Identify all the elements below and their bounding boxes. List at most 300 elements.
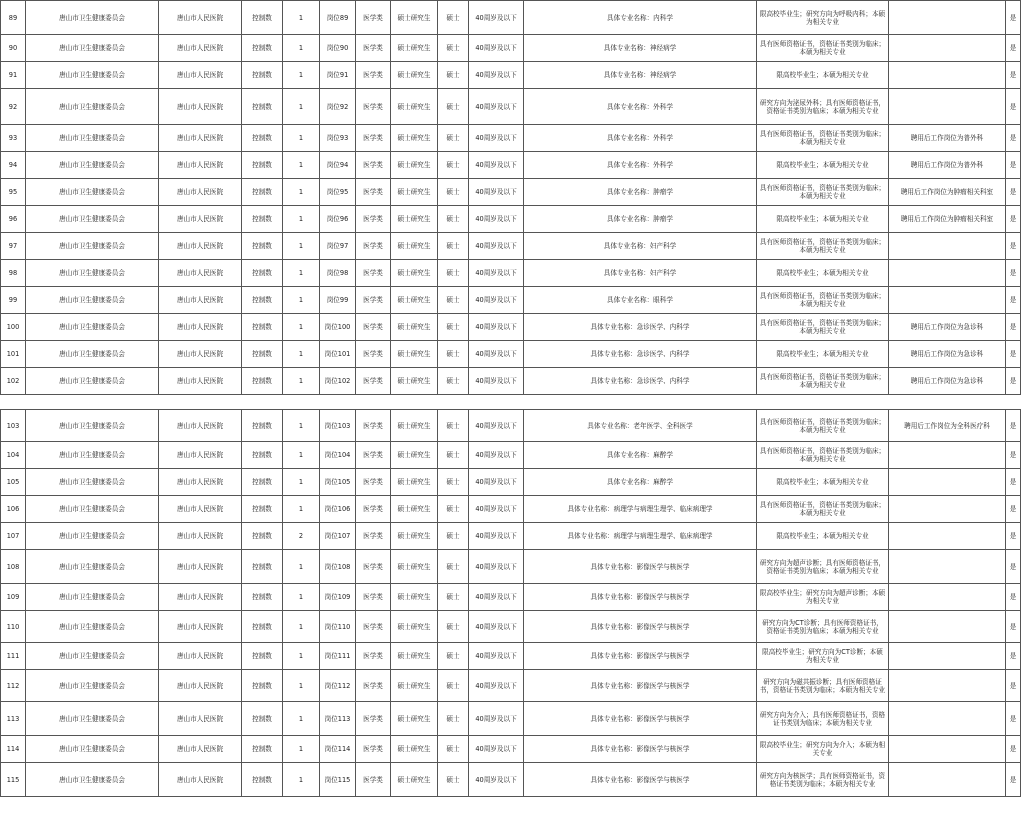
age-limit-cell: 40周岁及以下	[469, 260, 524, 287]
quota-type-cell: 控制数	[242, 442, 283, 469]
public-flag-cell: 是	[1006, 469, 1021, 496]
requirements-cell: 具有医师资格证书，资格证书类别为临床；本硕为相关专业	[757, 368, 889, 395]
age-limit-cell: 40周岁及以下	[469, 670, 524, 702]
remarks-cell	[889, 62, 1006, 89]
age-limit-cell: 40周岁及以下	[469, 584, 524, 611]
department-cell: 唐山市卫生健康委员会	[26, 233, 159, 260]
category-cell: 医学类	[356, 125, 391, 152]
requirements-cell: 限高校毕业生；本硕为相关专业	[757, 62, 889, 89]
public-flag-cell: 是	[1006, 125, 1021, 152]
age-limit-cell: 40周岁及以下	[469, 611, 524, 643]
employer-cell: 唐山市人民医院	[159, 442, 242, 469]
position-code-cell: 岗位99	[320, 287, 356, 314]
headcount-cell: 1	[283, 442, 320, 469]
page-gap	[0, 398, 1021, 409]
remarks-cell	[889, 702, 1006, 736]
position-code-cell: 岗位101	[320, 341, 356, 368]
quota-type-cell: 控制数	[242, 206, 283, 233]
degree-cell: 硕士	[438, 550, 469, 584]
major-cell: 具体专业名称：影像医学与核医学	[524, 736, 757, 763]
position-code-cell: 岗位91	[320, 62, 356, 89]
headcount-cell: 1	[283, 469, 320, 496]
quota-type-cell: 控制数	[242, 1, 283, 35]
headcount-cell: 1	[283, 233, 320, 260]
degree-cell: 硕士	[438, 35, 469, 62]
major-cell: 具体专业名称：急诊医学、内科学	[524, 368, 757, 395]
degree-cell: 硕士	[438, 442, 469, 469]
requirements-cell: 限高校毕业生；本硕为相关专业	[757, 341, 889, 368]
table-row	[1, 584, 1021, 611]
position-code-cell: 岗位92	[320, 89, 356, 125]
education-cell: 硕士研究生	[391, 368, 438, 395]
position-code-cell: 岗位97	[320, 233, 356, 260]
position-code-cell: 岗位100	[320, 314, 356, 341]
quota-type-cell: 控制数	[242, 410, 283, 442]
age-limit-cell: 40周岁及以下	[469, 152, 524, 179]
table-row	[1, 496, 1021, 523]
public-flag-cell: 是	[1006, 1, 1021, 35]
major-cell: 具体专业名称：外科学	[524, 125, 757, 152]
table-row	[1, 233, 1021, 260]
education-cell: 硕士研究生	[391, 260, 438, 287]
employer-cell: 唐山市人民医院	[159, 179, 242, 206]
headcount-cell: 1	[283, 496, 320, 523]
category-cell: 医学类	[356, 643, 391, 670]
row-number: 100	[1, 314, 26, 341]
table-row	[1, 125, 1021, 152]
employer-cell: 唐山市人民医院	[159, 523, 242, 550]
department-cell: 唐山市卫生健康委员会	[26, 206, 159, 233]
major-cell: 具体专业名称：肿瘤学	[524, 206, 757, 233]
major-cell: 具体专业名称：影像医学与核医学	[524, 763, 757, 797]
employer-cell: 唐山市人民医院	[159, 736, 242, 763]
age-limit-cell: 40周岁及以下	[469, 736, 524, 763]
position-code-cell: 岗位90	[320, 35, 356, 62]
row-number: 103	[1, 410, 26, 442]
category-cell: 医学类	[356, 702, 391, 736]
remarks-cell	[889, 611, 1006, 643]
education-cell: 硕士研究生	[391, 736, 438, 763]
remarks-cell	[889, 35, 1006, 62]
major-cell: 具体专业名称：影像医学与核医学	[524, 550, 757, 584]
degree-cell: 硕士	[438, 260, 469, 287]
headcount-cell: 1	[283, 1, 320, 35]
age-limit-cell: 40周岁及以下	[469, 206, 524, 233]
position-code-cell: 岗位105	[320, 469, 356, 496]
employer-cell: 唐山市人民医院	[159, 260, 242, 287]
education-cell: 硕士研究生	[391, 523, 438, 550]
remarks-cell	[889, 442, 1006, 469]
department-cell: 唐山市卫生健康委员会	[26, 550, 159, 584]
public-flag-cell: 是	[1006, 670, 1021, 702]
employer-cell: 唐山市人民医院	[159, 152, 242, 179]
department-cell: 唐山市卫生健康委员会	[26, 260, 159, 287]
education-cell: 硕士研究生	[391, 496, 438, 523]
quota-type-cell: 控制数	[242, 643, 283, 670]
headcount-cell: 1	[283, 702, 320, 736]
requirements-cell: 研究方向为介入；具有医师资格证书，资格证书类别为临床；本硕为相关专业	[757, 702, 889, 736]
major-cell: 具体专业名称：影像医学与核医学	[524, 611, 757, 643]
employer-cell: 唐山市人民医院	[159, 643, 242, 670]
major-cell: 具体专业名称：麻醉学	[524, 469, 757, 496]
row-number: 115	[1, 763, 26, 797]
quota-type-cell: 控制数	[242, 89, 283, 125]
department-cell: 唐山市卫生健康委员会	[26, 89, 159, 125]
requirements-cell: 研究方向为泌尿外科；具有医师资格证书，资格证书类别为临床；本硕为相关专业	[757, 89, 889, 125]
headcount-cell: 1	[283, 152, 320, 179]
education-cell: 硕士研究生	[391, 125, 438, 152]
quota-type-cell: 控制数	[242, 670, 283, 702]
position-code-cell: 岗位96	[320, 206, 356, 233]
table-row	[1, 287, 1021, 314]
table-row	[1, 179, 1021, 206]
position-code-cell: 岗位98	[320, 260, 356, 287]
employer-cell: 唐山市人民医院	[159, 496, 242, 523]
department-cell: 唐山市卫生健康委员会	[26, 341, 159, 368]
remarks-cell	[889, 763, 1006, 797]
requirements-cell: 具有医师资格证书，资格证书类别为临床；本硕为相关专业	[757, 233, 889, 260]
quota-type-cell: 控制数	[242, 260, 283, 287]
public-flag-cell: 是	[1006, 233, 1021, 260]
education-cell: 硕士研究生	[391, 152, 438, 179]
category-cell: 医学类	[356, 611, 391, 643]
requirements-cell: 限高校毕业生；本硕为相关专业	[757, 260, 889, 287]
public-flag-cell: 是	[1006, 643, 1021, 670]
employer-cell: 唐山市人民医院	[159, 233, 242, 260]
requirements-cell: 具有医师资格证书，资格证书类别为临床；本硕为相关专业	[757, 125, 889, 152]
category-cell: 医学类	[356, 763, 391, 797]
headcount-cell: 1	[283, 550, 320, 584]
category-cell: 医学类	[356, 368, 391, 395]
major-cell: 具体专业名称：外科学	[524, 152, 757, 179]
category-cell: 医学类	[356, 89, 391, 125]
positions-table-1	[0, 0, 1021, 395]
quota-type-cell: 控制数	[242, 341, 283, 368]
degree-cell: 硕士	[438, 368, 469, 395]
degree-cell: 硕士	[438, 643, 469, 670]
employer-cell: 唐山市人民医院	[159, 584, 242, 611]
quota-type-cell: 控制数	[242, 287, 283, 314]
headcount-cell: 1	[283, 62, 320, 89]
quota-type-cell: 控制数	[242, 496, 283, 523]
public-flag-cell: 是	[1006, 550, 1021, 584]
requirements-cell: 限高校毕业生；研究方向为介入；本硕为相关专业	[757, 736, 889, 763]
table-row	[1, 469, 1021, 496]
education-cell: 硕士研究生	[391, 702, 438, 736]
age-limit-cell: 40周岁及以下	[469, 35, 524, 62]
table-row	[1, 89, 1021, 125]
category-cell: 医学类	[356, 206, 391, 233]
table-row	[1, 260, 1021, 287]
remarks-cell	[889, 496, 1006, 523]
major-cell: 具体专业名称：影像医学与核医学	[524, 643, 757, 670]
remarks-cell	[889, 643, 1006, 670]
major-cell: 具体专业名称：病理学与病理生理学、临床病理学	[524, 523, 757, 550]
table-row	[1, 702, 1021, 736]
category-cell: 医学类	[356, 287, 391, 314]
age-limit-cell: 40周岁及以下	[469, 523, 524, 550]
requirements-cell: 具有医师资格证书，资格证书类别为临床；本硕为相关专业	[757, 314, 889, 341]
headcount-cell: 1	[283, 89, 320, 125]
headcount-cell: 1	[283, 643, 320, 670]
requirements-cell: 限高校毕业生；研究方向为呼吸内科；本硕为相关专业	[757, 1, 889, 35]
position-code-cell: 岗位104	[320, 442, 356, 469]
department-cell: 唐山市卫生健康委员会	[26, 643, 159, 670]
degree-cell: 硕士	[438, 314, 469, 341]
age-limit-cell: 40周岁及以下	[469, 410, 524, 442]
positions-table-2	[0, 409, 1021, 797]
table-row	[1, 62, 1021, 89]
row-number: 93	[1, 125, 26, 152]
requirements-cell: 研究方向为超声诊断；具有医师资格证书，资格证书类别为临床；本硕为相关专业	[757, 550, 889, 584]
public-flag-cell: 是	[1006, 152, 1021, 179]
position-code-cell: 岗位112	[320, 670, 356, 702]
education-cell: 硕士研究生	[391, 469, 438, 496]
category-cell: 医学类	[356, 523, 391, 550]
major-cell: 具体专业名称：外科学	[524, 89, 757, 125]
major-cell: 具体专业名称：老年医学、全科医学	[524, 410, 757, 442]
table-row	[1, 368, 1021, 395]
position-code-cell: 岗位93	[320, 125, 356, 152]
quota-type-cell: 控制数	[242, 584, 283, 611]
major-cell: 具体专业名称：病理学与病理生理学、临床病理学	[524, 496, 757, 523]
remarks-cell: 聘用后工作岗位为普外科	[889, 125, 1006, 152]
age-limit-cell: 40周岁及以下	[469, 314, 524, 341]
department-cell: 唐山市卫生健康委员会	[26, 469, 159, 496]
education-cell: 硕士研究生	[391, 1, 438, 35]
remarks-cell	[889, 287, 1006, 314]
department-cell: 唐山市卫生健康委员会	[26, 496, 159, 523]
major-cell: 具体专业名称：神经病学	[524, 35, 757, 62]
employer-cell: 唐山市人民医院	[159, 89, 242, 125]
education-cell: 硕士研究生	[391, 670, 438, 702]
degree-cell: 硕士	[438, 410, 469, 442]
category-cell: 医学类	[356, 179, 391, 206]
row-number: 114	[1, 736, 26, 763]
degree-cell: 硕士	[438, 469, 469, 496]
employer-cell: 唐山市人民医院	[159, 62, 242, 89]
table-row	[1, 643, 1021, 670]
department-cell: 唐山市卫生健康委员会	[26, 35, 159, 62]
public-flag-cell: 是	[1006, 496, 1021, 523]
remarks-cell: 聘用后工作岗位为普外科	[889, 152, 1006, 179]
employer-cell: 唐山市人民医院	[159, 550, 242, 584]
age-limit-cell: 40周岁及以下	[469, 763, 524, 797]
quota-type-cell: 控制数	[242, 702, 283, 736]
major-cell: 具体专业名称：神经病学	[524, 62, 757, 89]
headcount-cell: 1	[283, 125, 320, 152]
row-number: 109	[1, 584, 26, 611]
degree-cell: 硕士	[438, 763, 469, 797]
major-cell: 具体专业名称：眼科学	[524, 287, 757, 314]
degree-cell: 硕士	[438, 206, 469, 233]
degree-cell: 硕士	[438, 233, 469, 260]
table-row	[1, 550, 1021, 584]
degree-cell: 硕士	[438, 1, 469, 35]
row-number: 111	[1, 643, 26, 670]
row-number: 104	[1, 442, 26, 469]
education-cell: 硕士研究生	[391, 763, 438, 797]
quota-type-cell: 控制数	[242, 35, 283, 62]
degree-cell: 硕士	[438, 523, 469, 550]
age-limit-cell: 40周岁及以下	[469, 496, 524, 523]
major-cell: 具体专业名称：影像医学与核医学	[524, 702, 757, 736]
requirements-cell: 限高校毕业生；本硕为相关专业	[757, 469, 889, 496]
remarks-cell: 聘用后工作岗位为肿瘤相关科室	[889, 206, 1006, 233]
headcount-cell: 1	[283, 35, 320, 62]
quota-type-cell: 控制数	[242, 152, 283, 179]
department-cell: 唐山市卫生健康委员会	[26, 442, 159, 469]
requirements-cell: 研究方向为CT诊断；具有医师资格证书，资格证书类别为临床；本硕为相关专业	[757, 611, 889, 643]
requirements-cell: 限高校毕业生；本硕为相关专业	[757, 152, 889, 179]
employer-cell: 唐山市人民医院	[159, 287, 242, 314]
public-flag-cell: 是	[1006, 523, 1021, 550]
age-limit-cell: 40周岁及以下	[469, 89, 524, 125]
requirements-cell: 限高校毕业生；本硕为相关专业	[757, 206, 889, 233]
remarks-cell	[889, 233, 1006, 260]
row-number: 107	[1, 523, 26, 550]
degree-cell: 硕士	[438, 702, 469, 736]
employer-cell: 唐山市人民医院	[159, 670, 242, 702]
headcount-cell: 1	[283, 368, 320, 395]
degree-cell: 硕士	[438, 89, 469, 125]
table-row	[1, 206, 1021, 233]
quota-type-cell: 控制数	[242, 523, 283, 550]
position-code-cell: 岗位89	[320, 1, 356, 35]
department-cell: 唐山市卫生健康委员会	[26, 125, 159, 152]
degree-cell: 硕士	[438, 736, 469, 763]
public-flag-cell: 是	[1006, 314, 1021, 341]
requirements-cell: 限高校毕业生；本硕为相关专业	[757, 523, 889, 550]
headcount-cell: 1	[283, 763, 320, 797]
headcount-cell: 1	[283, 179, 320, 206]
quota-type-cell: 控制数	[242, 233, 283, 260]
education-cell: 硕士研究生	[391, 206, 438, 233]
degree-cell: 硕士	[438, 584, 469, 611]
position-code-cell: 岗位115	[320, 763, 356, 797]
major-cell: 具体专业名称：妇产科学	[524, 260, 757, 287]
position-code-cell: 岗位106	[320, 496, 356, 523]
requirements-cell: 限高校毕业生；研究方向为超声诊断；本硕为相关专业	[757, 584, 889, 611]
table-row	[1, 152, 1021, 179]
age-limit-cell: 40周岁及以下	[469, 442, 524, 469]
requirements-cell: 具有医师资格证书，资格证书类别为临床；本硕为相关专业	[757, 496, 889, 523]
table-row	[1, 736, 1021, 763]
remarks-cell	[889, 736, 1006, 763]
row-number: 106	[1, 496, 26, 523]
headcount-cell: 1	[283, 206, 320, 233]
department-cell: 唐山市卫生健康委员会	[26, 1, 159, 35]
remarks-cell	[889, 89, 1006, 125]
requirements-cell: 具有医师资格证书，资格证书类别为临床；本硕为相关专业	[757, 442, 889, 469]
requirements-cell: 具有医师资格证书，资格证书类别为临床；本硕为相关专业	[757, 287, 889, 314]
public-flag-cell: 是	[1006, 763, 1021, 797]
public-flag-cell: 是	[1006, 206, 1021, 233]
category-cell: 医学类	[356, 670, 391, 702]
department-cell: 唐山市卫生健康委员会	[26, 611, 159, 643]
table-row	[1, 410, 1021, 442]
position-code-cell: 岗位107	[320, 523, 356, 550]
major-cell: 具体专业名称：影像医学与核医学	[524, 670, 757, 702]
employer-cell: 唐山市人民医院	[159, 469, 242, 496]
major-cell: 具体专业名称：急诊医学、内科学	[524, 341, 757, 368]
category-cell: 医学类	[356, 152, 391, 179]
quota-type-cell: 控制数	[242, 179, 283, 206]
employer-cell: 唐山市人民医院	[159, 125, 242, 152]
employer-cell: 唐山市人民医院	[159, 314, 242, 341]
department-cell: 唐山市卫生健康委员会	[26, 152, 159, 179]
employer-cell: 唐山市人民医院	[159, 611, 242, 643]
category-cell: 医学类	[356, 62, 391, 89]
category-cell: 医学类	[356, 736, 391, 763]
degree-cell: 硕士	[438, 496, 469, 523]
row-number: 105	[1, 469, 26, 496]
degree-cell: 硕士	[438, 179, 469, 206]
education-cell: 硕士研究生	[391, 89, 438, 125]
row-number: 113	[1, 702, 26, 736]
department-cell: 唐山市卫生健康委员会	[26, 523, 159, 550]
public-flag-cell: 是	[1006, 260, 1021, 287]
row-number: 98	[1, 260, 26, 287]
remarks-cell	[889, 550, 1006, 584]
quota-type-cell: 控制数	[242, 368, 283, 395]
employer-cell: 唐山市人民医院	[159, 763, 242, 797]
remarks-cell	[889, 469, 1006, 496]
employer-cell: 唐山市人民医院	[159, 1, 242, 35]
department-cell: 唐山市卫生健康委员会	[26, 763, 159, 797]
age-limit-cell: 40周岁及以下	[469, 233, 524, 260]
remarks-cell	[889, 1, 1006, 35]
department-cell: 唐山市卫生健康委员会	[26, 584, 159, 611]
employer-cell: 唐山市人民医院	[159, 702, 242, 736]
education-cell: 硕士研究生	[391, 287, 438, 314]
education-cell: 硕士研究生	[391, 584, 438, 611]
row-number: 108	[1, 550, 26, 584]
degree-cell: 硕士	[438, 152, 469, 179]
public-flag-cell: 是	[1006, 410, 1021, 442]
table-row	[1, 763, 1021, 797]
degree-cell: 硕士	[438, 341, 469, 368]
category-cell: 医学类	[356, 584, 391, 611]
table-row	[1, 314, 1021, 341]
headcount-cell: 1	[283, 287, 320, 314]
department-cell: 唐山市卫生健康委员会	[26, 702, 159, 736]
category-cell: 医学类	[356, 550, 391, 584]
degree-cell: 硕士	[438, 125, 469, 152]
major-cell: 具体专业名称：内科学	[524, 1, 757, 35]
position-code-cell: 岗位114	[320, 736, 356, 763]
education-cell: 硕士研究生	[391, 341, 438, 368]
education-cell: 硕士研究生	[391, 233, 438, 260]
major-cell: 具体专业名称：急诊医学、内科学	[524, 314, 757, 341]
education-cell: 硕士研究生	[391, 314, 438, 341]
education-cell: 硕士研究生	[391, 442, 438, 469]
row-number: 95	[1, 179, 26, 206]
position-code-cell: 岗位103	[320, 410, 356, 442]
row-number: 96	[1, 206, 26, 233]
public-flag-cell: 是	[1006, 442, 1021, 469]
category-cell: 医学类	[356, 1, 391, 35]
headcount-cell: 1	[283, 341, 320, 368]
category-cell: 医学类	[356, 469, 391, 496]
age-limit-cell: 40周岁及以下	[469, 341, 524, 368]
quota-type-cell: 控制数	[242, 736, 283, 763]
category-cell: 医学类	[356, 233, 391, 260]
category-cell: 医学类	[356, 314, 391, 341]
major-cell: 具体专业名称：妇产科学	[524, 233, 757, 260]
category-cell: 医学类	[356, 35, 391, 62]
position-code-cell: 岗位113	[320, 702, 356, 736]
